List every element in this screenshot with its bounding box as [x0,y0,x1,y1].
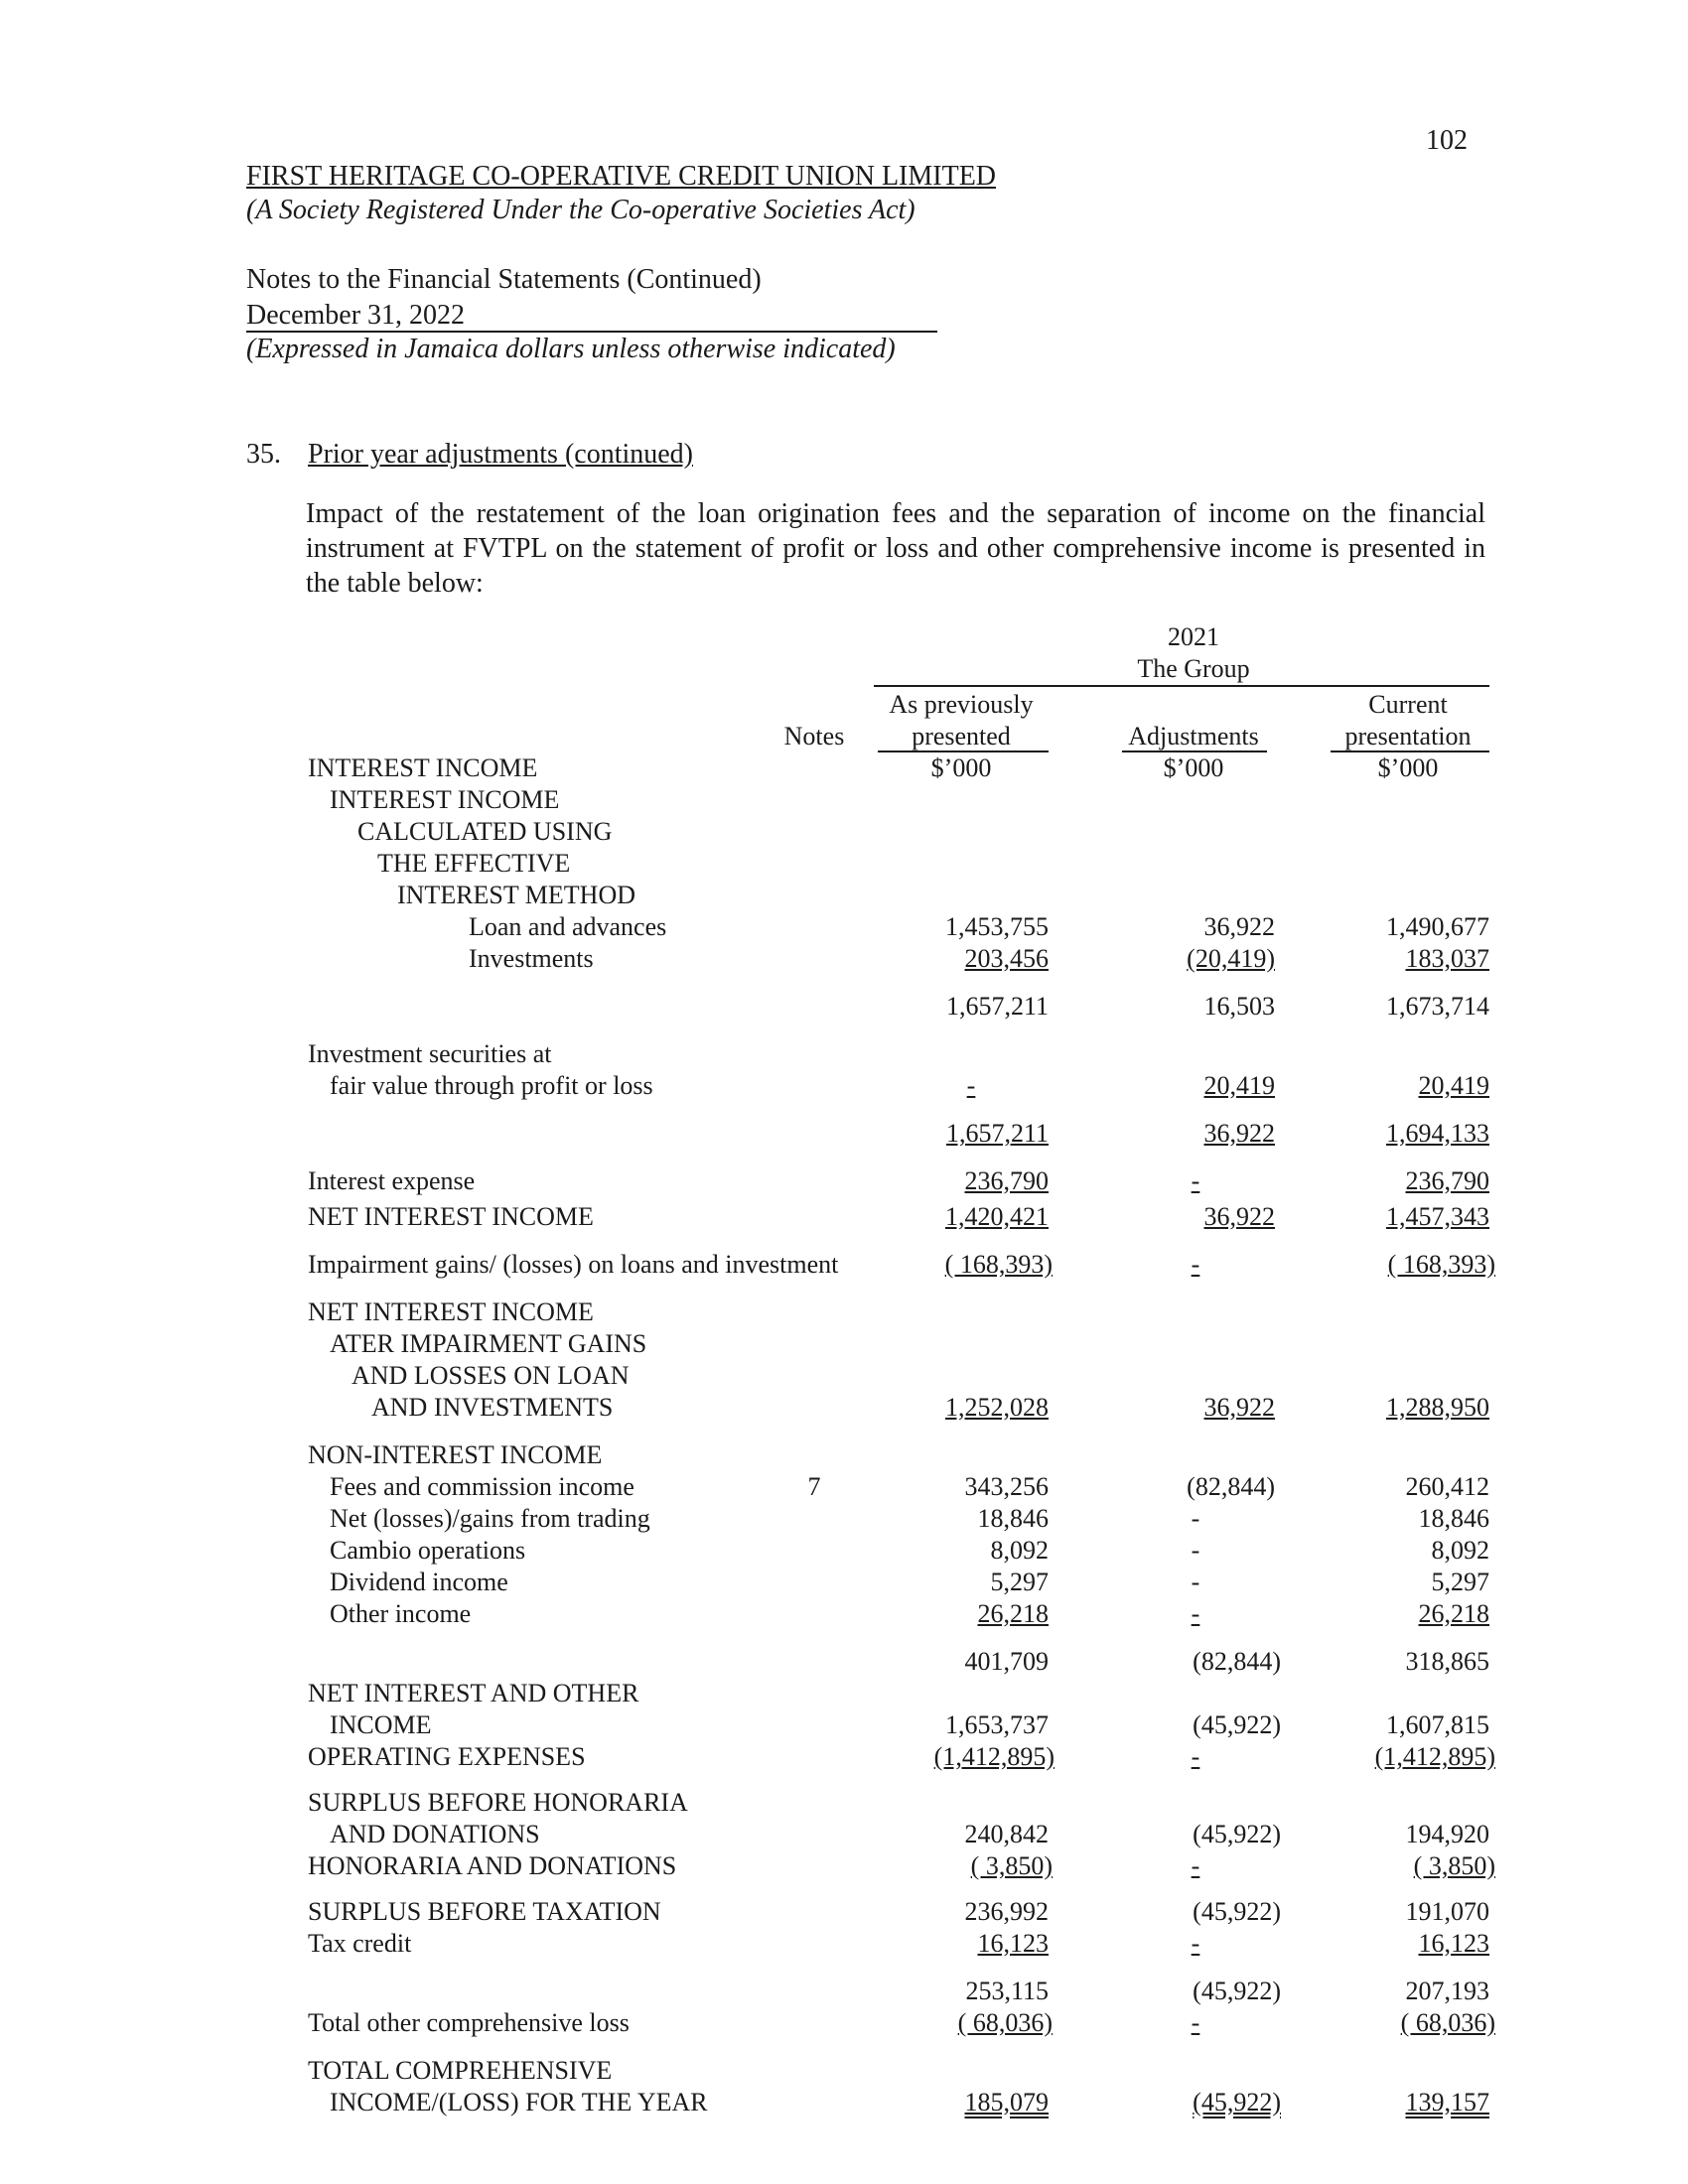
col1-value: 1,453,755 [945,912,1049,941]
col1-subtotal: 253,115 [965,1977,1049,2005]
group-header: The Group [1137,654,1250,683]
col3-value: 1,490,677 [1386,912,1489,941]
col2-value: - [1191,1250,1200,1279]
col1-value: ( 3,850) [970,1851,1053,1880]
row-label: Total other comprehensive loss [308,2008,630,2037]
col2-value: - [1191,1536,1200,1565]
row-label: AND LOSSES ON LOAN [352,1361,630,1390]
col3-value: 18,846 [1418,1504,1489,1533]
col1-value: 1,420,421 [945,1202,1049,1231]
table-row [0,2007,1688,2039]
table-row [0,1709,1688,1741]
table-row [0,784,1688,816]
table-row [0,943,1688,975]
col3-value: 139,157 [1405,2088,1489,2116]
row-label: Cambio operations [330,1536,526,1565]
col3-value: ( 168,393) [1387,1250,1495,1279]
section-paragraph: Impact of the restatement of the loan origination fees and the separation of income on the financial instrument at FVTPL on the statement of profit or loss and other comprehensive income is presented in the table below: [306,498,1485,599]
row-label: Fees and commission income [330,1472,634,1501]
table-row [0,1896,1688,1928]
col1-header-line2: presented [912,722,1011,751]
col3-value: 8,092 [1431,1536,1489,1565]
row-label: NET INTEREST INCOME [308,1297,594,1326]
col3-value: 236,790 [1405,1166,1489,1195]
col2-value: (20,419) [1187,944,1275,973]
col2-subtotal: 36,922 [1203,1119,1275,1148]
col3-value: ( 68,036) [1400,2008,1495,2037]
col1-value: 203,456 [964,944,1049,973]
col3-unit: $’000 [1377,753,1439,782]
row-label: INTEREST INCOME [330,785,560,814]
row-label: Investments [469,944,594,973]
col3-subtotal: 318,865 [1405,1647,1489,1676]
col3-value: 183,037 [1405,944,1489,973]
col1-value: 1,653,737 [945,1710,1049,1739]
table-row [0,1928,1688,1960]
col2-subtotal: (45,922) [1193,1977,1281,2005]
col3-header-line1: Current [1368,690,1448,719]
col1-value: - [966,1071,976,1100]
col3-value: 26,218 [1418,1599,1489,1628]
table-row [0,1392,1688,1424]
col1-unit: $’000 [930,753,992,782]
col2-value: (45,922) [1193,1897,1281,1926]
row-label: INTEREST INCOME [308,753,538,782]
col2-value: (45,922) [1193,1820,1281,1848]
col1-value: ( 68,036) [957,2008,1053,2037]
col1-subtotal: 401,709 [964,1647,1049,1676]
date-underline [246,331,937,333]
col3-subtotal: 207,193 [1405,1977,1489,2005]
table-row [0,816,1688,848]
row-label: CALCULATED USING [357,817,613,846]
row-label: OPERATING EXPENSES [308,1742,586,1771]
col1-value: 18,846 [977,1504,1049,1533]
col3-value: 194,920 [1405,1820,1489,1848]
row-label: SURPLUS BEFORE HONORARIA [308,1788,688,1817]
col1-value: 236,790 [964,1166,1049,1195]
col2-value: (82,844) [1187,1472,1275,1501]
row-label: ATER IMPAIRMENT GAINS [330,1329,647,1358]
col2-value: - [1191,1929,1200,1958]
statement-date: December 31, 2022 [246,300,466,331]
table-row [0,752,1688,784]
table-row [0,1503,1688,1535]
row-label: THE EFFECTIVE [377,849,571,878]
row-label: HONORARIA AND DONATIONS [308,1851,677,1880]
row-label: NET INTEREST AND OTHER [308,1679,639,1707]
col2-unit: $’000 [1163,753,1224,782]
table-row [0,1850,1688,1882]
col3-subtotal: 1,694,133 [1386,1119,1489,1148]
row-label: NET INTEREST INCOME [308,1202,594,1231]
table-row [0,2055,1688,2087]
col2-value: 20,419 [1203,1071,1275,1100]
col2-value: - [1191,1166,1200,1195]
row-label: Net (losses)/gains from trading [330,1504,650,1533]
table-row [0,880,1688,911]
col2-value: 36,922 [1203,1202,1275,1231]
col3-value: 20,419 [1418,1071,1489,1100]
table-row [0,1819,1688,1850]
row-label: Investment securities at [308,1039,552,1068]
col2-subtotal: 16,503 [1203,992,1275,1021]
row-label: SURPLUS BEFORE TAXATION [308,1897,661,1926]
col3-value: 16,123 [1418,1929,1489,1958]
row-label: INCOME/(LOSS) FOR THE YEAR [330,2088,708,2116]
col2-value: - [1191,1568,1200,1596]
col1-value: 185,079 [964,2088,1049,2116]
row-label: AND INVESTMENTS [371,1393,614,1422]
organization-subtitle: (A Society Registered Under the Co-operative Societies Act) [246,195,915,225]
col2-value: (45,922) [1193,2088,1281,2116]
col2-value: - [1191,1504,1200,1533]
col3-value: 5,297 [1431,1568,1489,1596]
row-label: NON-INTEREST INCOME [308,1440,603,1469]
col2-value: (45,922) [1193,1710,1281,1739]
col3-value: ( 3,850) [1413,1851,1495,1880]
notes-title: Notes to the Financial Statements (Continued) [246,264,762,295]
table-row [0,911,1688,943]
col2-value: - [1191,1851,1200,1880]
col3-value: 191,070 [1405,1897,1489,1926]
col1-subtotal: 1,657,211 [945,992,1049,1021]
col1-value: 26,218 [977,1599,1049,1628]
row-label: INTEREST METHOD [397,881,636,909]
table-row [0,1249,1688,1281]
table-row [0,1165,1688,1197]
table-row [0,1567,1688,1598]
table-row [0,1646,1688,1678]
table-row [0,2087,1688,2118]
row-label: Other income [330,1599,472,1628]
table-row [0,991,1688,1023]
table-row [0,1297,1688,1328]
table-row [0,1201,1688,1233]
col3-value: 1,288,950 [1386,1393,1489,1422]
col2-value: 36,922 [1203,912,1275,941]
year-header: 2021 [1168,622,1219,651]
row-label: Loan and advances [469,912,667,941]
table-row [0,1038,1688,1070]
row-label: INCOME [330,1710,432,1739]
notes-header: Notes [783,722,845,751]
table-row [0,1741,1688,1773]
col1-value: 236,992 [964,1897,1049,1926]
row-label: Impairment gains/ (losses) on loans and investment [308,1250,839,1279]
table-row [0,1328,1688,1360]
col3-value: 1,607,815 [1386,1710,1489,1739]
col1-value: 8,092 [990,1536,1049,1565]
row-label: fair value through profit or loss [330,1071,653,1100]
col3-value: 1,457,343 [1386,1202,1489,1231]
table-row [0,1118,1688,1150]
col1-value: 343,256 [964,1472,1049,1501]
col3-value: (1,412,895) [1374,1742,1495,1771]
col2-value: - [1191,1742,1200,1771]
page-number: 102 [1426,125,1468,156]
table-row [0,1976,1688,2007]
table-row [0,1070,1688,1102]
col1-subtotal: 1,657,211 [945,1119,1049,1148]
organization-name: FIRST HERITAGE CO-OPERATIVE CREDIT UNION LIMITED [246,161,997,192]
table-row [0,1598,1688,1630]
col2-header: Adjustments [1128,722,1259,751]
col1-value: 240,842 [964,1820,1049,1848]
col1-value: ( 168,393) [944,1250,1053,1279]
col2-value: - [1191,1599,1200,1628]
table-row [0,1360,1688,1392]
col1-value: 16,123 [977,1929,1049,1958]
col2-value: 36,922 [1203,1393,1275,1422]
table-row [0,1787,1688,1819]
row-label: Dividend income [330,1568,508,1596]
col1-value: 1,252,028 [945,1393,1049,1422]
col3-value: 260,412 [1405,1472,1489,1501]
group-header-rule [874,685,1489,687]
col1-header-line1: As previously [889,690,1034,719]
table-row [0,1535,1688,1567]
section-title: Prior year adjustments (continued) [308,439,694,470]
col2-value: - [1191,2008,1200,2037]
currency-note: (Expressed in Jamaica dollars unless otherwise indicated) [246,334,896,364]
section-number: 35. [246,439,281,470]
row-label: Tax credit [308,1929,412,1958]
note-reference: 7 [807,1472,821,1501]
table-row [0,848,1688,880]
col2-subtotal: (82,844) [1193,1647,1281,1676]
table-row [0,1471,1688,1503]
row-label: AND DONATIONS [330,1820,540,1848]
table-row [0,1439,1688,1471]
col3-subtotal: 1,673,714 [1386,992,1489,1021]
col1-value: (1,412,895) [933,1742,1055,1771]
row-label: Interest expense [308,1166,476,1195]
row-label: TOTAL COMPREHENSIVE [308,2056,613,2085]
col3-header-line2: presentation [1344,722,1472,751]
col1-value: 5,297 [990,1568,1049,1596]
table-row [0,1678,1688,1709]
